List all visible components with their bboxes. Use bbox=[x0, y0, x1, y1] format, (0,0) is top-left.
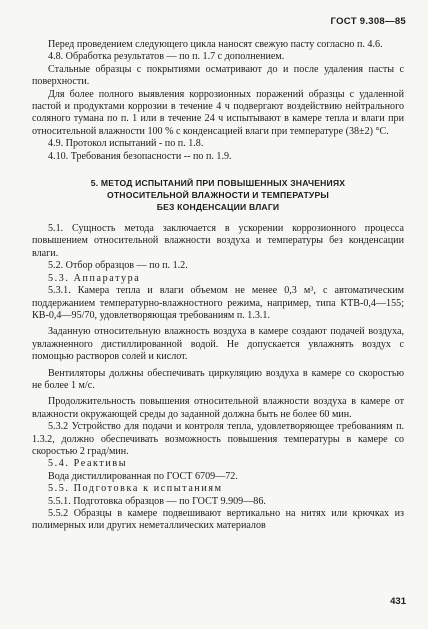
page-body bbox=[32, 39, 404, 533]
page-number: 431 bbox=[390, 596, 406, 607]
clause-5-2: 5.2. Отбор образцов — по п. 1.2. bbox=[48, 260, 188, 272]
clause-5-3-1: 5.3.1. Камера тепла и влаги объемом не менее 0,3 м³, с автоматическим поддержанием температурно-влажностного режима, например, типа КТВ-0,4—155; КВ-0,4—95/70, удовлетворяющая требованиям п. 1.3.1. bbox=[32, 285, 404, 321]
paragraph: Вентиляторы должны обеспечивать циркуляцию воздуха в камере со скоростью не более 1 м/с. bbox=[32, 367, 404, 391]
paragraph: Вода дистиллированная по ГОСТ 6709—72. bbox=[48, 470, 238, 482]
paragraph: Стальные образцы с покрытиями осматривают до и после удаления пасты с поверхности. bbox=[32, 63, 404, 88]
clause-4-9: 4.9. Протокол испытаний - по п. 1.8. bbox=[48, 138, 204, 150]
clause-5-3-2: 5.3.2 Устройство для подачи и контроля тепла, удовлетворяющее требованиям п. 1.3.2, должно обеспечивать возможность повышения температуры в камере со скоростью 2 град/мин. bbox=[32, 421, 404, 457]
section-title bbox=[32, 177, 404, 213]
paragraph: Перед проведением следующего цикла наносят свежую пасту согласно п. 4.6. bbox=[48, 39, 383, 50]
paragraph: Заданную относительную влажность воздуха в камере создают подачей воздуха, увлажненного дистиллированной водой. Не допускается увлажнять воздух с помощью растворов солей и кислот. bbox=[32, 326, 404, 363]
clause-5-1: 5.1. Сущность метода заключается в ускорении коррозионного процесса повышением относительной влажности воздуха и температуры без конденсации влаги. bbox=[32, 223, 404, 259]
clause-5-5-heading: 5.5. Подготовка к испытаниям bbox=[48, 483, 223, 495]
section-title-line: 5. МЕТОД ИСПЫТАНИЙ ПРИ ПОВЫШЕННЫХ ЗНАЧЕНИЯХ bbox=[90, 178, 346, 189]
clause-4-8: 4.8. Обработка результатов — по п. 1.7 с дополнением. bbox=[48, 51, 285, 63]
section-title-line: ОТНОСИТЕЛЬНОЙ ВЛАЖНОСТИ И ТЕМПЕРАТУРЫ bbox=[106, 190, 330, 201]
clause-4-10: 4.10. Требования безопасности -- по п. 1.9. bbox=[48, 150, 232, 162]
paragraph: Продолжительность повышения относительной влажности воздуха в камере от влажности окружающей среды до заданной должна быть не более 60 мин. bbox=[32, 396, 404, 420]
clause-5-5-1: 5.5.1. Подготовка образцов — по ГОСТ 9.909—86. bbox=[48, 495, 266, 507]
section-title-line: БЕЗ КОНДЕНСАЦИИ ВЛАГИ bbox=[156, 202, 280, 213]
document-header: ГОСТ 9.308—85 bbox=[330, 16, 406, 27]
clause-5-4-heading: 5.4. Реактивы bbox=[48, 458, 128, 470]
paragraph: Для более полного выявления коррозионных поражений образцы с удаленной пастой и продуктами коррозии в течение 4 ч подвергают воздействию нейтрального соляного тумана по п. 1 или в течение 24 ч испытывают в камере тепла и влаги при относительной влажности 100 % с конденсацией влаги при температуре (38±2) °С. bbox=[32, 88, 404, 137]
clause-5-5-2: 5.5.2 Образцы в камере подвешивают вертикально на нитях или крючках из полимерных или других неметаллических материалов bbox=[32, 508, 404, 532]
clause-5-3-heading: 5.3. Аппаратура bbox=[48, 272, 141, 284]
